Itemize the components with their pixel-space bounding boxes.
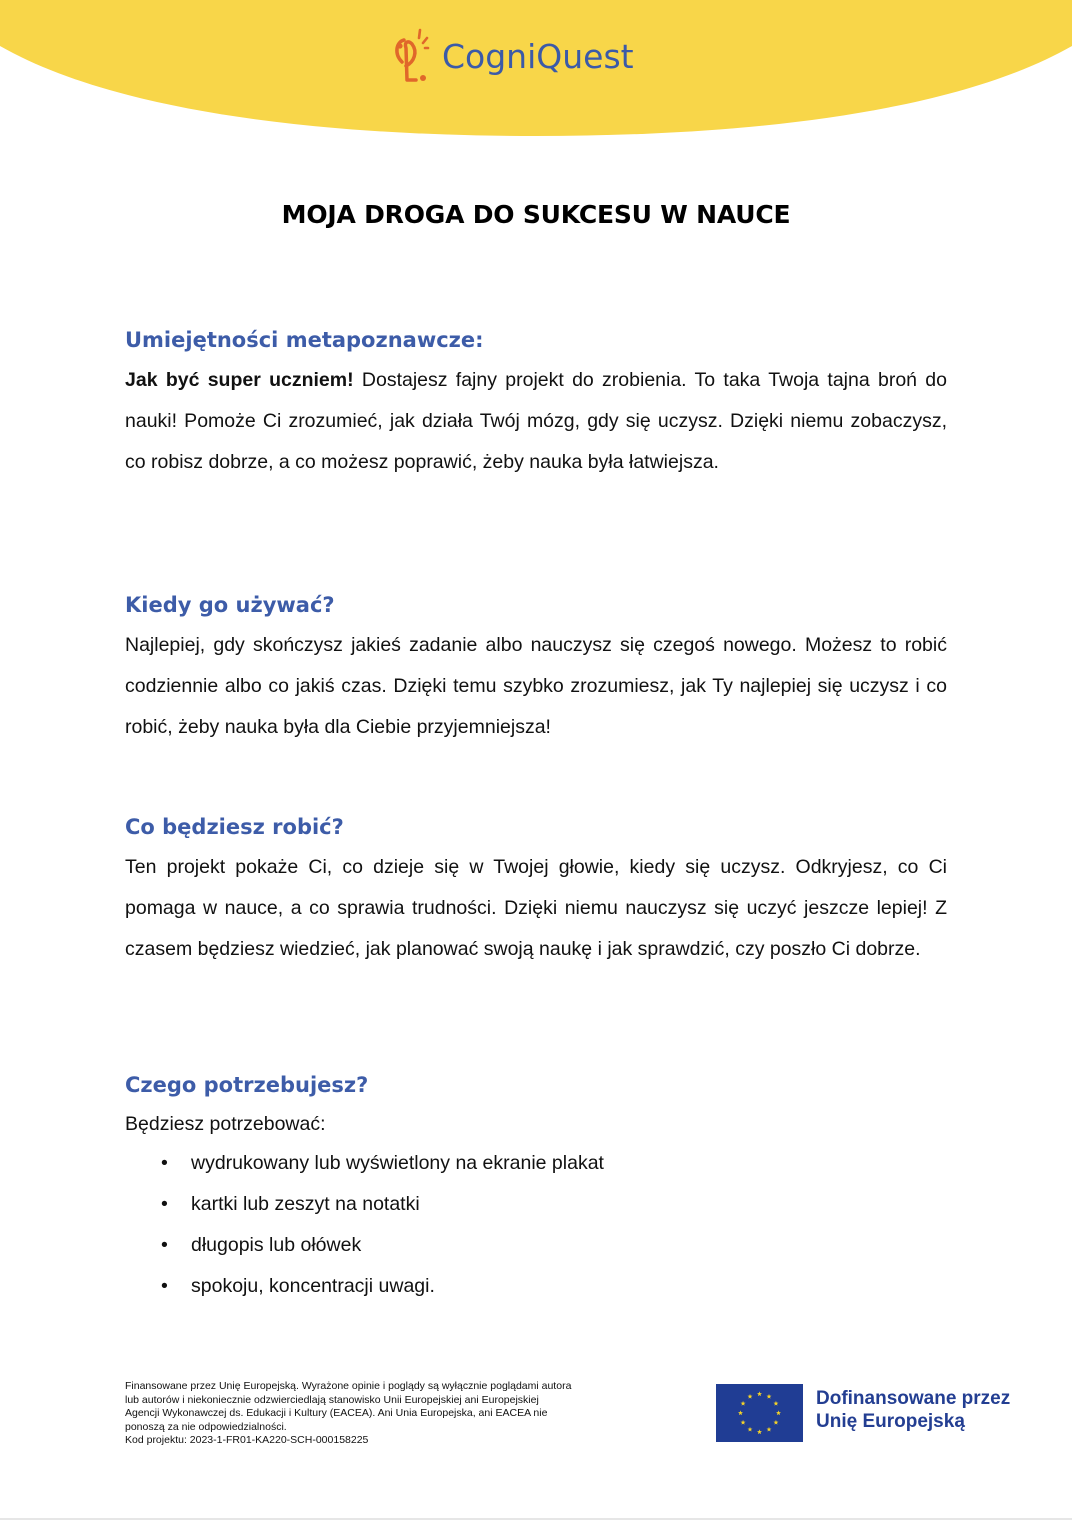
section-what-you-need bbox=[125, 1071, 947, 1307]
eu-cofunded-label bbox=[816, 1387, 1056, 1433]
disclaimer-line: ponoszą za nie odpowiedzialności. bbox=[125, 1420, 287, 1433]
eu-star-icon bbox=[776, 1410, 781, 1415]
eu-flag-icon bbox=[716, 1384, 803, 1442]
disclaimer-line: Finansowane przez Unię Europejską. Wyrażone opinie i poglądy są wyłącznie poglądami autora bbox=[125, 1380, 572, 1392]
section-heading: Co będziesz robić? bbox=[125, 815, 344, 839]
list-intro: Będziesz potrzebować: bbox=[125, 1113, 326, 1135]
section-paragraph: Ten projekt pokaże Ci, co dzieje się w Twojej głowie, kiedy się uczysz. Odkryjesz, co Ci pomaga w nauce, a co sprawia trudności. Dzięki niemu nauczysz się uczyć jeszcze lepiej! Z czasem będziesz wiedzieć, jak planować swoją naukę i jak sprawdzić, czy poszło Ci dobrze. bbox=[125, 856, 947, 960]
disclaimer-line: lub autorów i niekoniecznie odzwierciedlają stanowisko Unii Europejskiej ani Europejskiej bbox=[125, 1393, 539, 1406]
eu-star-icon bbox=[748, 1427, 753, 1432]
eu-star-icon bbox=[773, 1420, 778, 1425]
section-when-to-use bbox=[125, 591, 947, 748]
eu-star-icon bbox=[773, 1401, 778, 1406]
list-item: • wydrukowany lub wyświetlony na ekranie plakat bbox=[125, 1143, 947, 1184]
brand-logo bbox=[390, 24, 634, 88]
section-paragraph: Najlepiej, gdy skończysz jakieś zadanie albo nauczysz się czegoś nowego. Możesz to robić codziennie albo co jakiś czas. Dzięki temu szybko zrozumiesz, jak Ty najlepiej się uczysz i co robić, żeby nauka była dla Ciebie przyjemniejsza! bbox=[125, 634, 947, 738]
page-title: MOJA DROGA DO SUKCESU W NAUCE bbox=[281, 200, 791, 229]
section-heading: Umiejętności metapoznawcze: bbox=[125, 328, 484, 352]
eu-label-line: Unię Europejską bbox=[816, 1411, 965, 1432]
brand-name: CogniQuest bbox=[442, 36, 634, 76]
funding-disclaimer bbox=[125, 1380, 710, 1448]
bullet-icon: • bbox=[161, 1152, 168, 1174]
eu-star-icon bbox=[741, 1401, 746, 1406]
disclaimer-line: Agencji Wykonawczej ds. Edukacji i Kultury (EACEA). Ani Unia Europejska, ani EACEA nie bbox=[125, 1407, 548, 1420]
eu-star-icon bbox=[748, 1394, 753, 1399]
eu-star-icon bbox=[738, 1410, 743, 1415]
eu-star-icon bbox=[767, 1427, 772, 1432]
bullet-icon: • bbox=[161, 1193, 168, 1215]
section-heading: Czego potrzebujesz? bbox=[125, 1073, 369, 1097]
eu-star-icon bbox=[767, 1394, 772, 1399]
section-what-you-will-do bbox=[125, 813, 947, 970]
bullet-icon: • bbox=[161, 1234, 168, 1256]
eu-label-line: Dofinansowane przez bbox=[816, 1388, 1011, 1409]
list-item: • kartki lub zeszyt na notatki bbox=[125, 1184, 947, 1225]
paragraph-text: Dostajesz fajny projekt do zrobienia. To taka Twoja tajna broń do nauki! Pomoże Ci zrozumieć, jak działa Twój mózg, gdy się uczysz. Dzięki niemu zobaczysz, co robisz dobrze, a co możesz poprawić, żeby nauka była łatwiejsza. bbox=[125, 369, 947, 473]
section-metacognitive-skills bbox=[125, 326, 947, 483]
section-heading: Kiedy go używać? bbox=[125, 593, 335, 617]
eu-star-icon bbox=[741, 1420, 746, 1425]
lead-bold-text: Jak być super uczniem! bbox=[125, 369, 354, 391]
eu-star-icon bbox=[757, 1391, 762, 1396]
eu-star-icon bbox=[757, 1429, 762, 1434]
needs-list bbox=[125, 1143, 947, 1307]
list-item: • długopis lub ołówek bbox=[125, 1225, 947, 1266]
bullet-icon: • bbox=[161, 1275, 168, 1297]
lightbulb-head-icon bbox=[390, 26, 436, 86]
section-paragraph bbox=[125, 360, 947, 483]
project-code: Kod projektu: 2023-1-FR01-KA220-SCH-000158225 bbox=[125, 1434, 369, 1447]
list-item: • spokoju, koncentracji uwagi. bbox=[125, 1266, 947, 1307]
